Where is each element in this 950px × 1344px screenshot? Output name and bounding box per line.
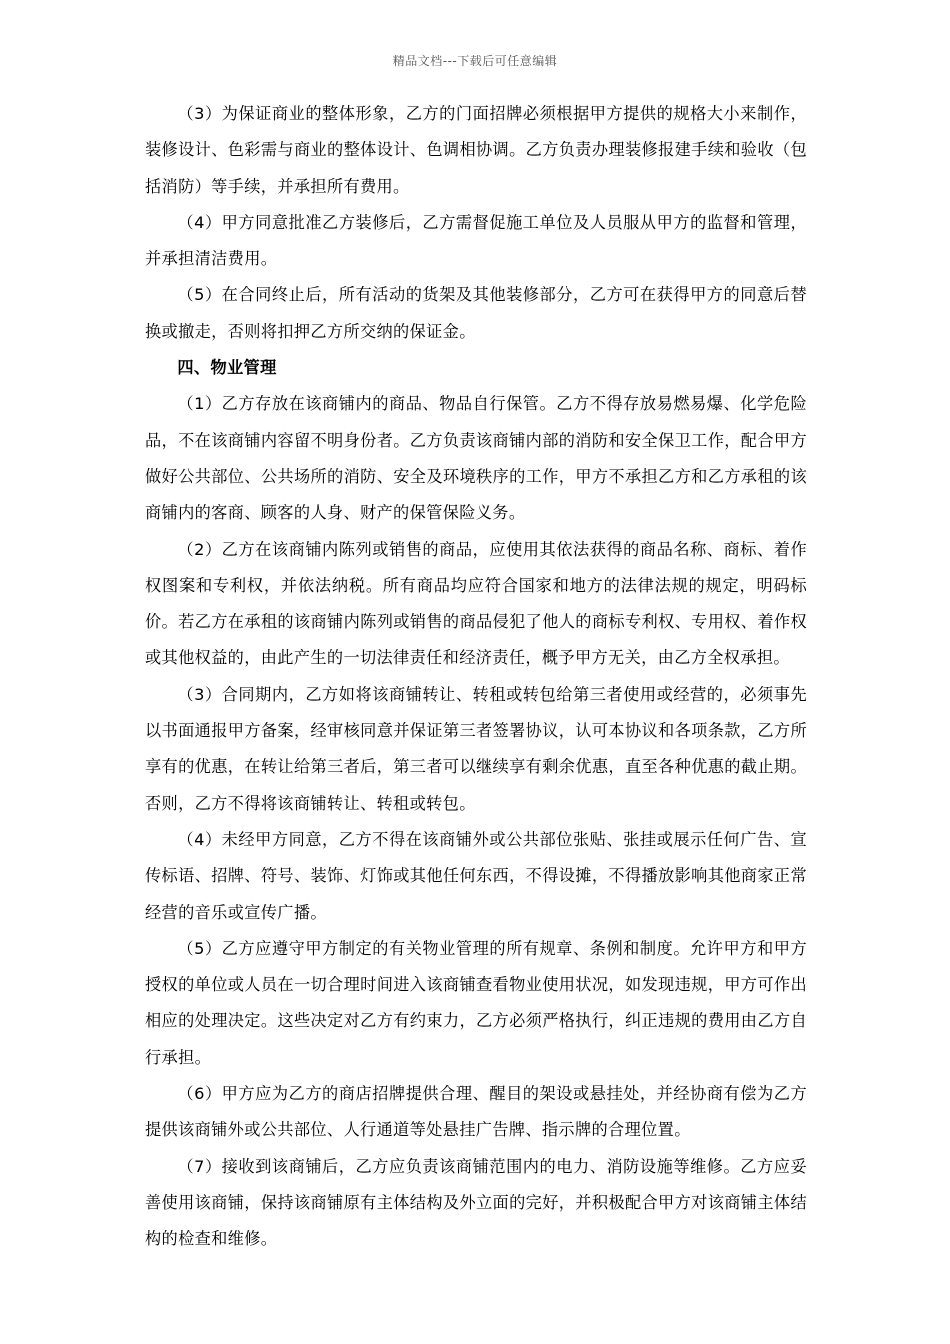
document-body xyxy=(145,96,807,1258)
clause-4-6: （6）甲方应为乙方的商店招牌提供合理、醒目的架设或悬挂处，并经协商有偿为乙方提供该商铺外或公共部位、人行通道等处悬挂广告牌、指示牌的合理位置。 xyxy=(145,1084,807,1140)
clause-3-3: （5）在合同终止后，所有活动的货架及其他装修部分，乙方可在获得甲方的同意后替换或撤走，否则将扣押乙方所交纳的保证金。 xyxy=(145,285,807,341)
clause-4-7: （7）接收到该商铺后，乙方应负责该商铺范围内的电力、消防设施等维修。乙方应妥善使用该商铺，保持该商铺原有主体结构及外立面的完好，并积极配合甲方对该商铺主体结构的检查和维修。 xyxy=(145,1156,807,1249)
clause-4-5: （5）乙方应遵守甲方制定的有关物业管理的所有规章、条例和制度。允许甲方和甲方授权的单位或人员在一切合理时间进入该商铺查看物业使用状况，如发现违规，甲方可作出相应的处理决定。这些决定对乙方有约束力，乙方必须严格执行，纠正违规的费用由乙方自行承担。 xyxy=(145,938,807,1067)
clause-4-2: （2）乙方在该商铺内陈列或销售的商品，应使用其依法获得的商品名称、商标、着作权图案和专利权，并依法纳税。所有商品均应符合国家和地方的法律法规的规定，明码标价。若乙方在承租的该商铺内陈列或销售的商品侵犯了他人的商标专利权、专用权、着作权或其他权益的，由此产生的一切法律责任和经济责任，概予甲方无关，由乙方全权承担。 xyxy=(145,539,807,668)
section-heading: 四、物业管理 xyxy=(177,358,277,378)
clause-3-1: （3）为保证商业的整体形象，乙方的门面招牌必须根据甲方提供的规格大小来制作，装修设计、色彩需与商业的整体设计、色调相协调。乙方负责办理装修报建手续和验收（包括消防）等手续，并承担所有费用。 xyxy=(145,104,807,196)
clause-4-4: （4）未经甲方同意，乙方不得在该商铺外或公共部位张贴、张挂或展示任何广告、宣传标语、招牌、符号、装饰、灯饰或其他任何东西，不得设摊，不得播放影响其他商家正常经营的音乐或宣传广播。 xyxy=(145,829,807,922)
clause-3-2: （4）甲方同意批准乙方装修后，乙方需督促施工单位及人员服从甲方的监督和管理，并承担清洁费用。 xyxy=(145,212,807,269)
clause-4-1: （1）乙方存放在该商铺内的商品、物品自行保管。乙方不得存放易燃易爆、化学危险品，不在该商铺内容留不明身份者。乙方负责该商铺内部的消防和安全保卫工作，配合甲方做好公共部位、公共场所的消防、安全及环境秩序的工作，甲方不承担乙方和乙方承租的该商铺内的客商、顾客的人身、财产的保管保险义务。 xyxy=(145,394,807,523)
clause-4-3: （3）合同期内，乙方如将该商铺转让、转租或转包给第三者使用或经营的，必须事先以书面通报甲方备案，经审核同意并保证第三者签署协议，认可本协议和各项条款，乙方所享有的优惠，在转让给第三者后，第三者可以继续享有剩余优惠，直至各种优惠的截止期。否则，乙方不得将该商铺转让、转租或转包。 xyxy=(145,684,807,813)
page-header: 精品文档---下载后可任意编辑 xyxy=(392,54,558,68)
